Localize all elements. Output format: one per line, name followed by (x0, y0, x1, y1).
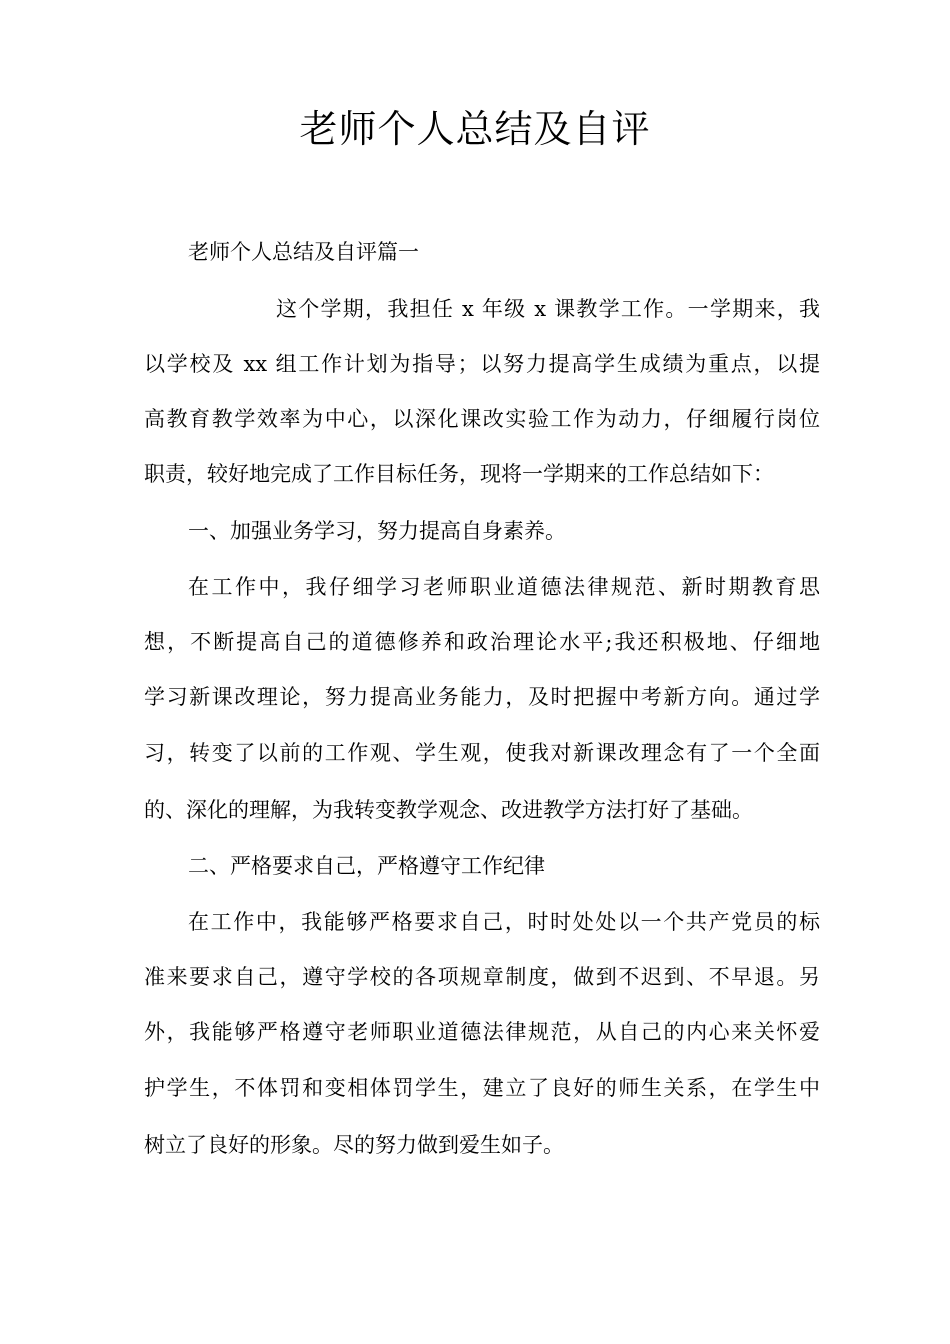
paragraph-line: 树立了良好的形象。尽的努力做到爱生如子。 (144, 1133, 564, 1157)
paragraph-line: 高教育教学效率为中心，以深化课改实验工作为动力，仔细履行岗位 (144, 407, 820, 431)
paragraph-line: 习，转变了以前的工作观、学生观，使我对新课改理念有了一个全面 (144, 741, 820, 765)
section-heading: 二、严格要求自己，严格遵守工作纪律 (188, 854, 545, 878)
paragraph-line: 外，我能够严格遵守老师职业道德法律规范，从自己的内心来关怀爱 (144, 1020, 820, 1044)
paragraph-line: 这个学期，我担任 x 年级 x 课教学工作。一学期来，我 (276, 297, 820, 321)
paragraph-line: 准来要求自己，遵守学校的各项规章制度，做到不迟到、不早退。另 (144, 965, 820, 989)
paragraph-line: 在工作中，我仔细学习老师职业道德法律规范、新时期教育思 (188, 575, 820, 599)
paragraph-line: 想，不断提高自己的道德修养和政治理论水平;我还积极地、仔细地 (144, 630, 820, 654)
paragraph-line: 以学校及 xx 组工作计划为指导；以努力提高学生成绩为重点，以提 (144, 352, 820, 376)
paragraph-line: 在工作中，我能够严格要求自己，时时处处以一个共产党员的标 (188, 910, 820, 934)
document-title: 老师个人总结及自评 (299, 107, 651, 151)
paragraph-line: 的、深化的理解，为我转变教学观念、改进教学方法打好了基础。 (144, 798, 753, 822)
section-heading: 老师个人总结及自评篇一 (188, 240, 419, 264)
section-heading: 一、加强业务学习，努力提高自身素养。 (188, 519, 566, 543)
paragraph-line: 职责，较好地完成了工作目标任务，现将一学期来的工作总结如下： (144, 462, 774, 486)
paragraph-line: 学习新课改理论，努力提高业务能力，及时把握中考新方向。通过学 (144, 685, 820, 709)
paragraph-line: 护学生，不体罚和变相体罚学生，建立了良好的师生关系，在学生中 (144, 1076, 820, 1100)
